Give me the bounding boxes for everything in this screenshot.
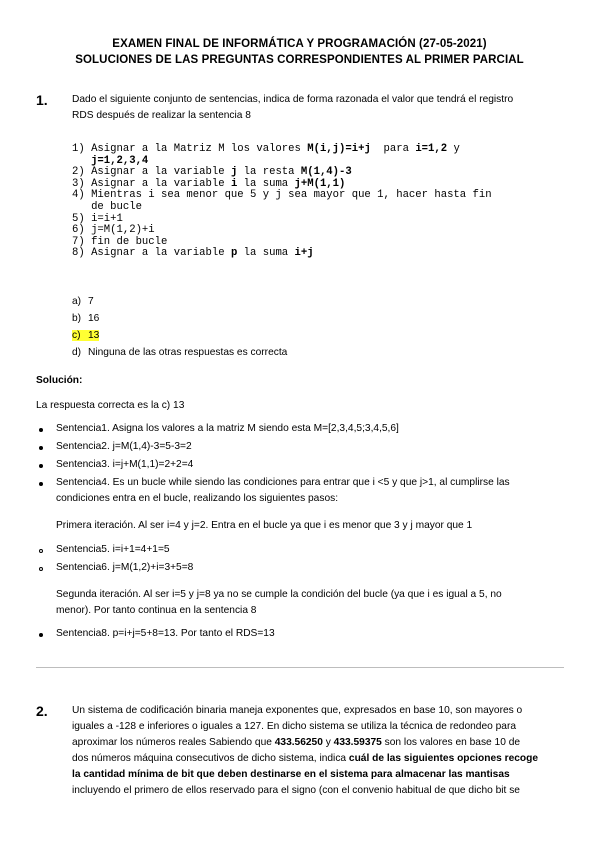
sub-sentencia-5: Sentencia5. i=i+1=4+1=5 (56, 544, 170, 555)
bullet-icon (39, 446, 43, 450)
code-line: 5) i=i+1 (72, 212, 123, 225)
code-line: j=1,2,3,4 (91, 154, 149, 167)
first-iteration: Primera iteración. Al ser i=4 y j=2. Entra en el bucle ya que i es menor que 3 y j mayor que 1 (56, 520, 473, 531)
second-iteration-line-1: Segunda iteración. Al ser i=5 y j=8 ya no se cumple la condición del bucle (ya que i es igual a 5, no (56, 589, 502, 600)
bullet-sentencia-3: Sentencia3. i=j+M(1,1)=2+2=4 (56, 459, 194, 470)
section-divider (36, 667, 564, 668)
second-iteration-line-2: menor). Por tanto continua en la sentencia 8 (56, 605, 257, 616)
sub-bullet-icon (39, 549, 43, 553)
option-a: a) 7 (72, 296, 94, 307)
bullet-sentencia-4: Sentencia4. Es un bucle while siendo las condiciones para entrar que i <5 y que j>1, al cumplirse las (56, 477, 510, 488)
question-1-number: 1. (36, 92, 48, 108)
sub-bullet-icon (39, 567, 43, 571)
q2-line-1: Un sistema de codificación binaria maneja exponentes que, expresados en base 10, son mayores o (72, 705, 523, 716)
q1-intro-line-1: Dado el siguiente conjunto de sentencias, indica de forma razonada el valor que tendrá el registro (72, 94, 514, 105)
bullet-icon (39, 482, 43, 486)
option-b: b) 16 (72, 313, 100, 324)
solution-heading: Solución: (36, 375, 83, 386)
q2-line-3: aproximar los números reales Sabiendo que 433.56250 y 433.59375 son los valores en base 10 de (72, 737, 521, 748)
exam-title: EXAMEN FINAL DE INFORMÁTICA Y PROGRAMACIÓN (27-05-2021) (112, 38, 487, 50)
code-line: 1) Asignar a la Matriz M los valores M(i,j)=i+j para i=1,2 y (72, 143, 460, 155)
code-line: 6) j=M(1,2)+i (72, 224, 155, 237)
bullet-icon (39, 428, 43, 432)
q2-line-4: dos números máquina consecutivos de dicho sistema, indica cuál de las siguientes opciones recoge (72, 753, 539, 764)
bullet-sentencia-4-cont: condiciones entra en el bucle, realizando los siguientes pasos: (56, 493, 339, 504)
code-line: 8) Asignar a la variable p la suma i+j (72, 247, 314, 260)
bullet-sentencia-1: Sentencia1. Asigna los valores a la matriz M siendo esta M=[2,3,4,5;3,4,5,6] (56, 423, 399, 434)
sub-sentencia-6: Sentencia6. j=M(1,2)+i=3+5=8 (56, 562, 194, 573)
q1-intro-line-2: RDS después de realizar la sentencia 8 (72, 110, 251, 121)
bullet-icon (39, 633, 43, 637)
q2-line-2: iguales a -128 e inferiores o iguales a 127. En dicho sistema se utiliza la técnica de redondeo para (72, 721, 516, 732)
bullet-sentencia-2: Sentencia2. j=M(1,4)-3=5-3=2 (56, 441, 192, 452)
bullet-icon (39, 464, 43, 468)
answer-line: La respuesta correcta es la c) 13 (36, 400, 185, 411)
exam-subtitle: SOLUCIONES DE LAS PREGUNTAS CORRESPONDIENTES AL PRIMER PARCIAL (75, 54, 524, 66)
option-d: d) Ninguna de las otras respuestas es correcta (72, 347, 288, 358)
q2-line-5: la cantidad mínima de bit que deben destinarse en el sistema para almacenar las mantisas (72, 769, 510, 780)
code-line: 4) Mientras i sea menor que 5 y j sea mayor que 1, hacer hasta fin (72, 189, 492, 202)
bullet-sentencia-8: Sentencia8. p=i+j=5+8=13. Por tanto el RDS=13 (56, 628, 275, 639)
q2-line-6: incluyendo el primero de ellos reservado para el signo (con el convenio habitual de que dicho bit se (72, 785, 520, 796)
question-2-number: 2. (36, 703, 48, 719)
code-line: 3) Asignar a la variable i la suma j+M(1,1) (72, 177, 346, 190)
code-line: 2) Asignar a la variable j la resta M(1,4)-3 (72, 166, 352, 179)
option-c: c) 13 (72, 330, 100, 341)
code-line: de bucle (72, 201, 142, 213)
code-line: 7) fin de bucle (72, 235, 168, 248)
